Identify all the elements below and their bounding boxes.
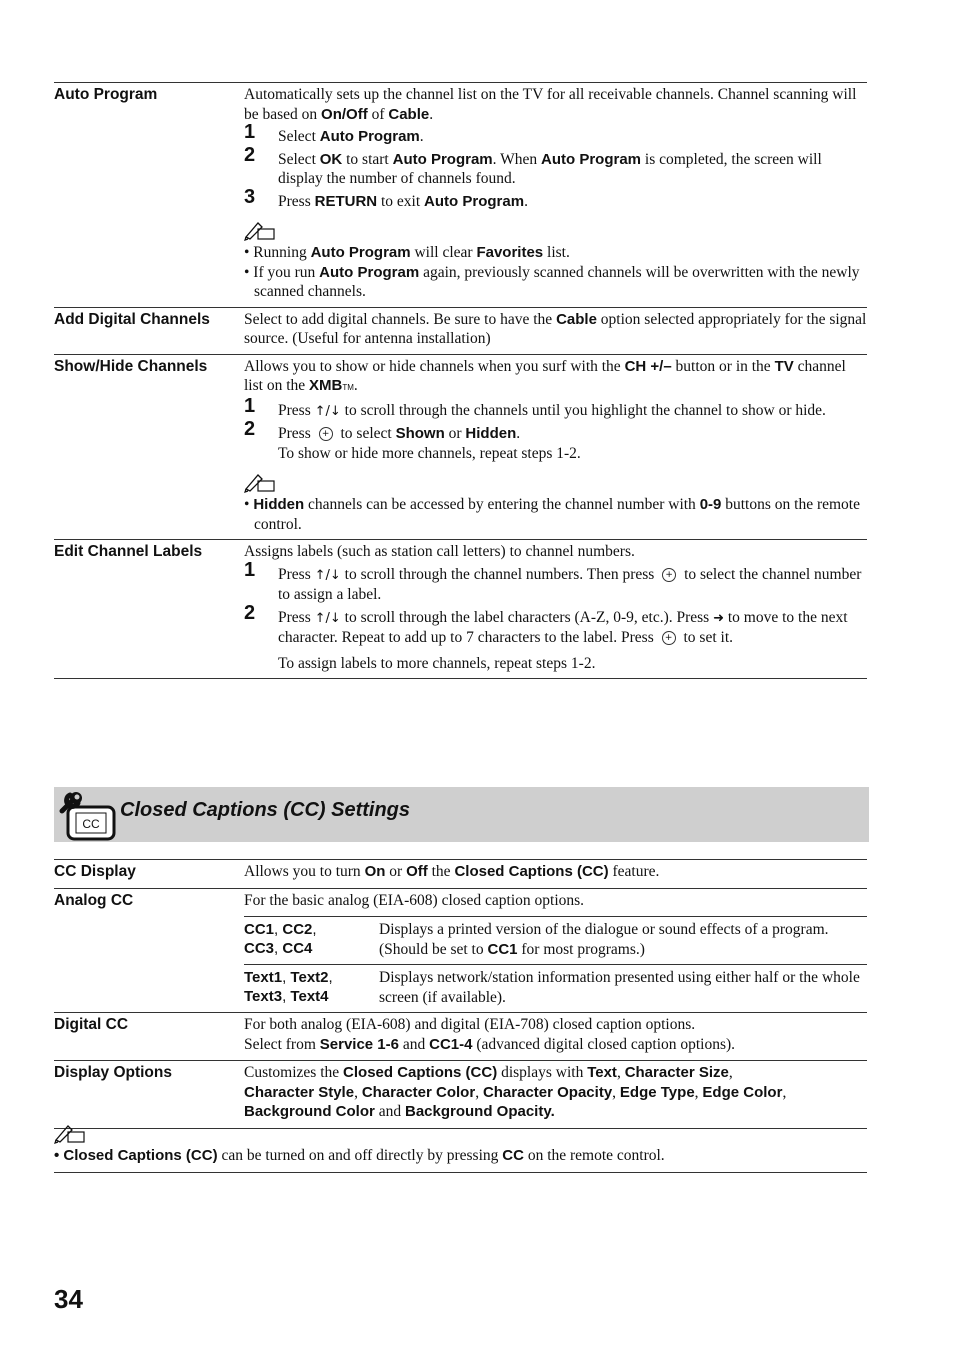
note-pen-icon: [54, 1122, 86, 1144]
text-bold: Auto Program: [319, 263, 420, 281]
text: • If you run: [244, 263, 320, 281]
text: ,: [612, 1083, 620, 1101]
settings-table-channels: [54, 82, 867, 679]
text: Press: [278, 425, 315, 442]
wrench-cc-icon: [58, 791, 118, 841]
note-pen-icon: [244, 471, 276, 493]
icon-text: CC: [82, 817, 100, 831]
option-cc1-4: [244, 917, 867, 965]
text: ,: [282, 988, 291, 1005]
text: (advanced digital closed caption options).: [472, 1035, 736, 1053]
label-auto-program: Auto Program: [54, 86, 158, 103]
text: Displays a printed version of the dialogue or sound effects of a program. (Should be set to: [379, 921, 829, 958]
text: ,: [328, 969, 333, 986]
text-bold: RETURN: [314, 192, 378, 210]
text: .: [524, 192, 528, 210]
text-bold: Shown: [395, 425, 445, 442]
text-bold: Character Size: [624, 1064, 729, 1081]
label-show-hide-channels: Show/Hide Channels: [54, 357, 208, 375]
text: CC2: [282, 921, 313, 938]
label-display-options: Display Options: [54, 1064, 172, 1081]
text: Select to add digital channels. Be sure to have the: [244, 310, 557, 328]
text: .: [516, 425, 521, 442]
text-bold: Auto Program: [319, 128, 420, 145]
text: Select from: [244, 1035, 320, 1053]
enter-button-icon: +: [319, 427, 333, 441]
text: to set it.: [679, 629, 733, 646]
text: .: [429, 105, 434, 123]
note-item: [244, 243, 867, 263]
text: will clear: [410, 244, 477, 261]
step-number: 2: [244, 143, 256, 166]
up-down-arrow-icon: ↑/↓: [314, 610, 341, 626]
note-item: [54, 1146, 867, 1166]
text: ,: [728, 1064, 733, 1081]
text-bold: Service 1-6: [319, 1035, 399, 1053]
text: again, previously scanned channels will be overwritten with the newly scanned channels.: [254, 263, 860, 300]
text: ,: [475, 1083, 483, 1101]
page-number: 34: [54, 1284, 83, 1314]
text: CC4: [282, 940, 313, 957]
text-bold: On: [364, 863, 386, 880]
text-bold: CC: [502, 1147, 524, 1164]
section-title: Closed Captions (CC) Settings: [120, 799, 411, 821]
text: • Running: [244, 244, 311, 261]
cc-note: [54, 1116, 867, 1173]
up-down-arrow-icon: ↑/↓: [314, 567, 341, 583]
option-text1-4: [244, 965, 867, 1013]
text-bold: XMB: [309, 377, 343, 394]
text: to select: [336, 425, 396, 442]
text-bold: Hidden: [465, 425, 517, 442]
text-bold: Auto Program: [392, 150, 493, 168]
text: ,: [354, 1083, 362, 1101]
text: or: [385, 863, 407, 880]
note-item: [244, 495, 867, 534]
desc-cc-display: [244, 860, 867, 889]
step-number: 1: [244, 558, 256, 581]
desc-add-digital-channels: [244, 307, 867, 354]
text-bold: Background Opacity.: [404, 1103, 555, 1120]
step-2: [244, 418, 867, 463]
text: feature.: [608, 863, 660, 880]
label-add-digital-channels: Add Digital Channels: [54, 310, 210, 328]
desc-show-hide-channels: [244, 354, 867, 540]
row-digital-cc: [54, 1013, 867, 1061]
text: buttons on the remote control.: [254, 496, 860, 533]
text-bold: Auto Program: [541, 150, 642, 168]
text: .: [419, 128, 424, 145]
enter-button-icon: +: [662, 631, 676, 645]
text: ,: [274, 940, 283, 957]
text: can be turned on and off directly by pressing: [217, 1147, 503, 1164]
trademark: TM: [342, 383, 354, 392]
text: to scroll through the channels until you highlight the channel to show or hide.: [340, 401, 826, 419]
step-number: 1: [244, 121, 256, 143]
text: to scroll through the channel numbers. Then press: [340, 565, 659, 583]
row-auto-program: [54, 83, 867, 308]
text-bold: Background Color: [244, 1103, 375, 1120]
text: To assign labels to more channels, repeat steps 1-2.: [278, 654, 596, 672]
step-number: 3: [244, 185, 256, 208]
option-desc: Displays network/station information presented using either half or the whole screen (if available).: [379, 969, 860, 1006]
text: . When: [492, 150, 541, 168]
text: For both analog (EIA-608) and digital (EIA-708) closed caption options.: [244, 1016, 696, 1033]
text-bold: Cable: [388, 105, 430, 123]
text: to exit: [377, 192, 425, 210]
text: Text3: [244, 988, 283, 1005]
text: ,: [782, 1083, 787, 1101]
text: Press: [278, 192, 315, 210]
text: Text4: [290, 988, 329, 1005]
text-bold: CC1: [487, 940, 518, 958]
text: ,: [274, 921, 283, 938]
text: list.: [543, 244, 570, 261]
label-cc-display: CC Display: [54, 863, 136, 880]
text-bold: Favorites: [476, 244, 544, 261]
text: CC3: [244, 940, 275, 957]
text: Select: [278, 128, 320, 145]
text-bold: Closed Captions (CC): [343, 1064, 498, 1081]
label-edit-channel-labels: Edit Channel Labels: [54, 543, 203, 560]
text: Assigns labels (such as station call letters) to channel numbers.: [244, 543, 635, 560]
text-bold: Cable: [556, 310, 597, 328]
desc-edit-channel-labels: [244, 540, 867, 679]
row-edit-channel-labels: [54, 540, 867, 679]
text: For the basic analog (EIA-608) closed caption options.: [244, 891, 585, 909]
row-show-hide-channels: [54, 354, 867, 540]
text-bold: CH +/–: [624, 357, 672, 375]
text: Press: [278, 401, 315, 419]
step-2: [244, 143, 867, 189]
text: Select: [278, 150, 320, 168]
text: or: [444, 425, 466, 442]
note-pen-icon: [244, 219, 276, 241]
text: •: [244, 496, 254, 513]
desc-auto-program: [244, 83, 867, 308]
text: for most programs.): [517, 940, 645, 958]
enter-button-icon: +: [662, 568, 676, 582]
text-bold: Off: [406, 863, 428, 880]
text: Allows you to turn: [244, 863, 365, 880]
text: CC1: [244, 921, 275, 938]
text: displays with: [497, 1064, 588, 1081]
label-digital-cc: Digital CC: [54, 1016, 129, 1033]
step-2: [244, 601, 867, 674]
step-1: [244, 121, 867, 147]
text-bold: Edge Color: [702, 1083, 783, 1101]
option-label: [244, 917, 379, 965]
analog-cc-options: [244, 916, 867, 1012]
option-desc: [379, 917, 867, 965]
option-label: [244, 965, 379, 1013]
step-number: 2: [244, 418, 256, 440]
row-analog-cc: [54, 888, 867, 1013]
text: ,: [312, 921, 317, 938]
right-arrow-icon: ➜: [713, 610, 724, 626]
text: and: [399, 1035, 430, 1053]
text: Customizes the: [244, 1064, 344, 1081]
text-bold: TV: [774, 357, 794, 375]
text: Automatically sets up the channel list on the TV for all receivable channels. Channel scanning will be based on: [244, 86, 857, 123]
text-bold: 0-9: [699, 496, 722, 513]
text-bold: Character Color: [361, 1083, 476, 1101]
text-bold: Hidden: [253, 496, 305, 513]
step-number: 1: [244, 394, 256, 417]
step-1: [244, 558, 867, 605]
text-bold: Auto Program: [310, 244, 411, 261]
text: .: [353, 377, 358, 394]
text: to select the channel number to assign a label.: [278, 565, 862, 603]
label-analog-cc: Analog CC: [54, 891, 134, 909]
up-down-arrow-icon: ↑/↓: [314, 403, 341, 419]
row-add-digital-channels: [54, 307, 867, 354]
row-cc-display: [54, 860, 867, 889]
text: of: [367, 105, 389, 123]
text: and: [374, 1103, 405, 1120]
step-number: 2: [244, 601, 256, 624]
text: to scroll through the label characters (A-Z, 0-9, etc.). Press: [340, 608, 714, 626]
desc-digital-cc: [244, 1013, 867, 1061]
step-1: [244, 394, 867, 422]
text: to move to the next character. Repeat to add up to 7 characters to the label. Press: [278, 608, 848, 646]
note-item: [244, 263, 867, 302]
text-bold: Character Style: [244, 1083, 355, 1101]
text-bold: Character Opacity: [482, 1083, 613, 1101]
text: Press: [278, 565, 315, 583]
text: ,: [616, 1064, 625, 1081]
text-bold: Edge Type: [619, 1083, 695, 1101]
text-bold: Closed Captions (CC): [454, 863, 609, 880]
step-3: [244, 185, 867, 212]
text-bold: • Closed Captions (CC): [54, 1147, 218, 1164]
text: Press: [278, 608, 315, 626]
text-bold: On/Off: [321, 105, 368, 123]
desc-analog-cc: [244, 888, 867, 1013]
text: Allows you to show or hide channels when you surf with the: [244, 357, 625, 375]
text: to start: [342, 150, 393, 168]
text: channel list on the: [244, 357, 846, 394]
text: option selected appropriately for the signal source. (Useful for antenna installation): [244, 310, 867, 347]
text: ,: [694, 1083, 703, 1101]
text: channels can be accessed by entering the channel number with: [304, 496, 700, 513]
text: Text2: [290, 969, 329, 986]
text-bold: Auto Program: [424, 192, 525, 210]
text-bold: CC1-4: [429, 1035, 473, 1053]
text: is completed, the screen will display the number of channels found.: [278, 150, 822, 187]
text: ,: [282, 969, 291, 986]
text: the: [427, 863, 455, 880]
text: on the remote control.: [523, 1147, 665, 1164]
text: To show or hide more channels, repeat steps 1-2.: [278, 444, 581, 462]
text: Text1: [244, 969, 283, 986]
settings-table-cc: [54, 859, 867, 1129]
text-bold: Text: [587, 1064, 617, 1081]
text: button or in the: [671, 357, 775, 375]
text-bold: OK: [319, 150, 343, 168]
